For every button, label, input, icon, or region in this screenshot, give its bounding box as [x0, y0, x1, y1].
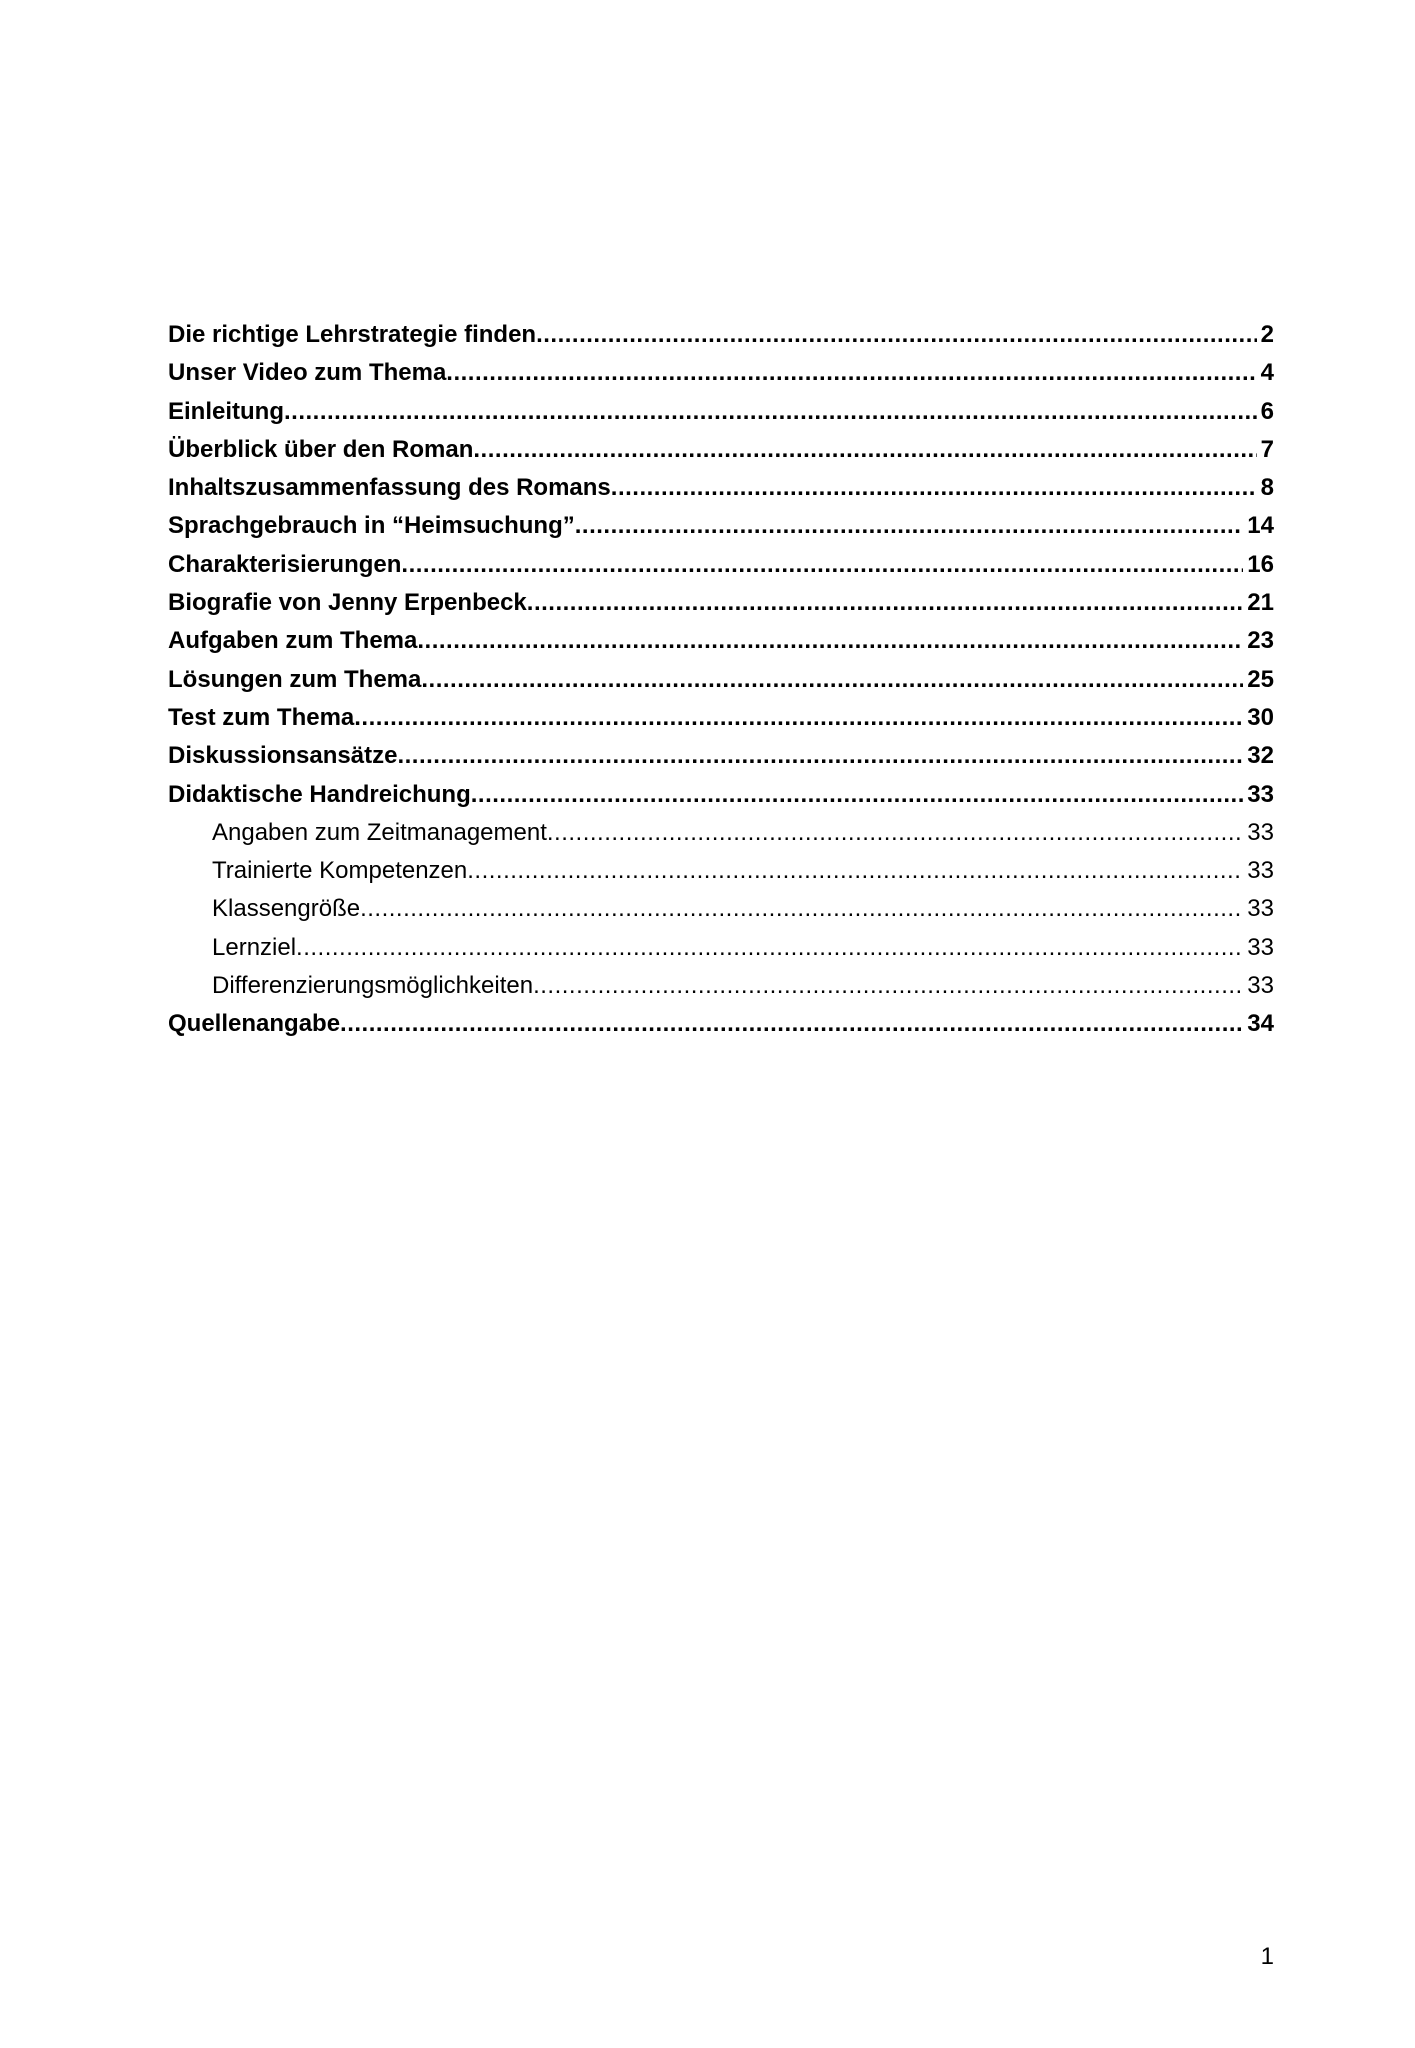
toc-entry[interactable]	[168, 354, 1274, 392]
toc-dot-leader	[533, 967, 1243, 1005]
toc-dot-leader	[473, 431, 1256, 469]
toc-entry-title: Aufgaben zum Thema	[168, 627, 418, 655]
toc-entry-title: Die richtige Lehrstrategie finden	[168, 321, 537, 348]
toc-entry-page: 7	[1260, 435, 1274, 463]
toc-entry-page: 8	[1260, 474, 1274, 502]
page-number: 1	[1260, 1943, 1274, 1970]
toc-entry-page: 25	[1247, 665, 1274, 693]
toc-entry-page: 30	[1247, 703, 1274, 731]
toc-dot-leader	[446, 354, 1256, 392]
toc-entry-page: 33	[1247, 818, 1274, 846]
toc-entry-title: Didaktische Handreichung	[168, 780, 471, 808]
toc-entry[interactable]	[168, 431, 1274, 469]
toc-entry-page: 33	[1247, 972, 1274, 1000]
toc-entry-page: 33	[1247, 895, 1274, 923]
toc-entry-title: Überblick über den Roman	[168, 435, 474, 463]
toc-entry-title: Quellenangabe	[168, 1010, 341, 1038]
toc-entry[interactable]	[168, 776, 1274, 814]
toc-dot-leader	[575, 507, 1244, 545]
toc-entry-title: Charakterisierungen	[168, 550, 402, 578]
toc-subentry[interactable]	[168, 967, 1274, 1005]
toc-entry-title: Differenzierungsmöglichkeiten	[212, 972, 534, 1000]
toc-dot-leader	[611, 469, 1257, 507]
toc-entry-page: 6	[1260, 397, 1274, 425]
toc-entry-title: Unser Video zum Thema	[168, 359, 447, 387]
toc-dot-leader	[527, 584, 1244, 622]
toc-dot-leader	[421, 661, 1243, 699]
toc-entry-title: Diskussionsansätze	[168, 742, 398, 770]
toc-entry[interactable]	[168, 546, 1274, 584]
toc-dot-leader	[467, 852, 1243, 890]
toc-entry-page: 14	[1247, 512, 1274, 540]
toc-entry[interactable]	[168, 661, 1274, 699]
toc-entry-title: Sprachgebrauch in “Heimsuchung”	[168, 512, 575, 540]
toc-entry[interactable]	[168, 316, 1274, 354]
toc-entry-page: 33	[1247, 857, 1274, 885]
toc-entry-title: Inhaltszusammenfassung des Romans	[168, 474, 611, 502]
toc-entry-page: 33	[1247, 780, 1274, 808]
toc-dot-leader	[417, 622, 1243, 660]
toc-entry-page: 16	[1247, 550, 1274, 578]
toc-dot-leader	[360, 890, 1243, 928]
toc-entry[interactable]	[168, 622, 1274, 660]
toc-entry-page: 33	[1247, 933, 1274, 961]
toc-entry-title: Test zum Thema	[168, 703, 355, 731]
toc-dot-leader	[547, 814, 1243, 852]
toc-dot-leader	[536, 316, 1257, 354]
toc-dot-leader	[296, 929, 1243, 967]
toc-subentry[interactable]	[168, 814, 1274, 852]
toc-entry[interactable]	[168, 737, 1274, 775]
toc-entry[interactable]	[168, 507, 1274, 545]
toc-entry-page: 4	[1260, 359, 1274, 387]
toc-entry-page: 2	[1260, 321, 1274, 348]
toc-entry[interactable]	[168, 584, 1274, 622]
toc-entry-title: Trainierte Kompetenzen	[212, 857, 468, 885]
table-of-contents	[168, 316, 1274, 1044]
toc-entry-page: 21	[1247, 589, 1274, 617]
toc-subentry[interactable]	[168, 852, 1274, 890]
toc-subentry[interactable]	[168, 929, 1274, 967]
toc-entry-page: 34	[1247, 1010, 1274, 1038]
toc-entry-title: Angaben zum Zeitmanagement	[212, 818, 547, 846]
toc-subentry[interactable]	[168, 890, 1274, 928]
toc-dot-leader	[284, 393, 1257, 431]
toc-entry[interactable]	[168, 393, 1274, 431]
toc-entry-page: 23	[1247, 627, 1274, 655]
toc-entry[interactable]	[168, 1005, 1274, 1043]
toc-dot-leader	[354, 699, 1243, 737]
toc-entry[interactable]	[168, 699, 1274, 737]
toc-entry-title: Lernziel	[212, 933, 297, 961]
toc-entry-title: Einleitung	[168, 397, 284, 425]
toc-dot-leader	[397, 737, 1243, 775]
toc-entry-page: 32	[1247, 742, 1274, 770]
toc-entry-title: Klassengröße	[212, 895, 361, 923]
toc-dot-leader	[340, 1005, 1243, 1043]
toc-entry[interactable]	[168, 469, 1274, 507]
toc-entry-title: Lösungen zum Thema	[168, 665, 422, 693]
toc-dot-leader	[471, 776, 1244, 814]
toc-dot-leader	[401, 546, 1243, 584]
toc-entry-title: Biografie von Jenny Erpenbeck	[168, 589, 527, 617]
